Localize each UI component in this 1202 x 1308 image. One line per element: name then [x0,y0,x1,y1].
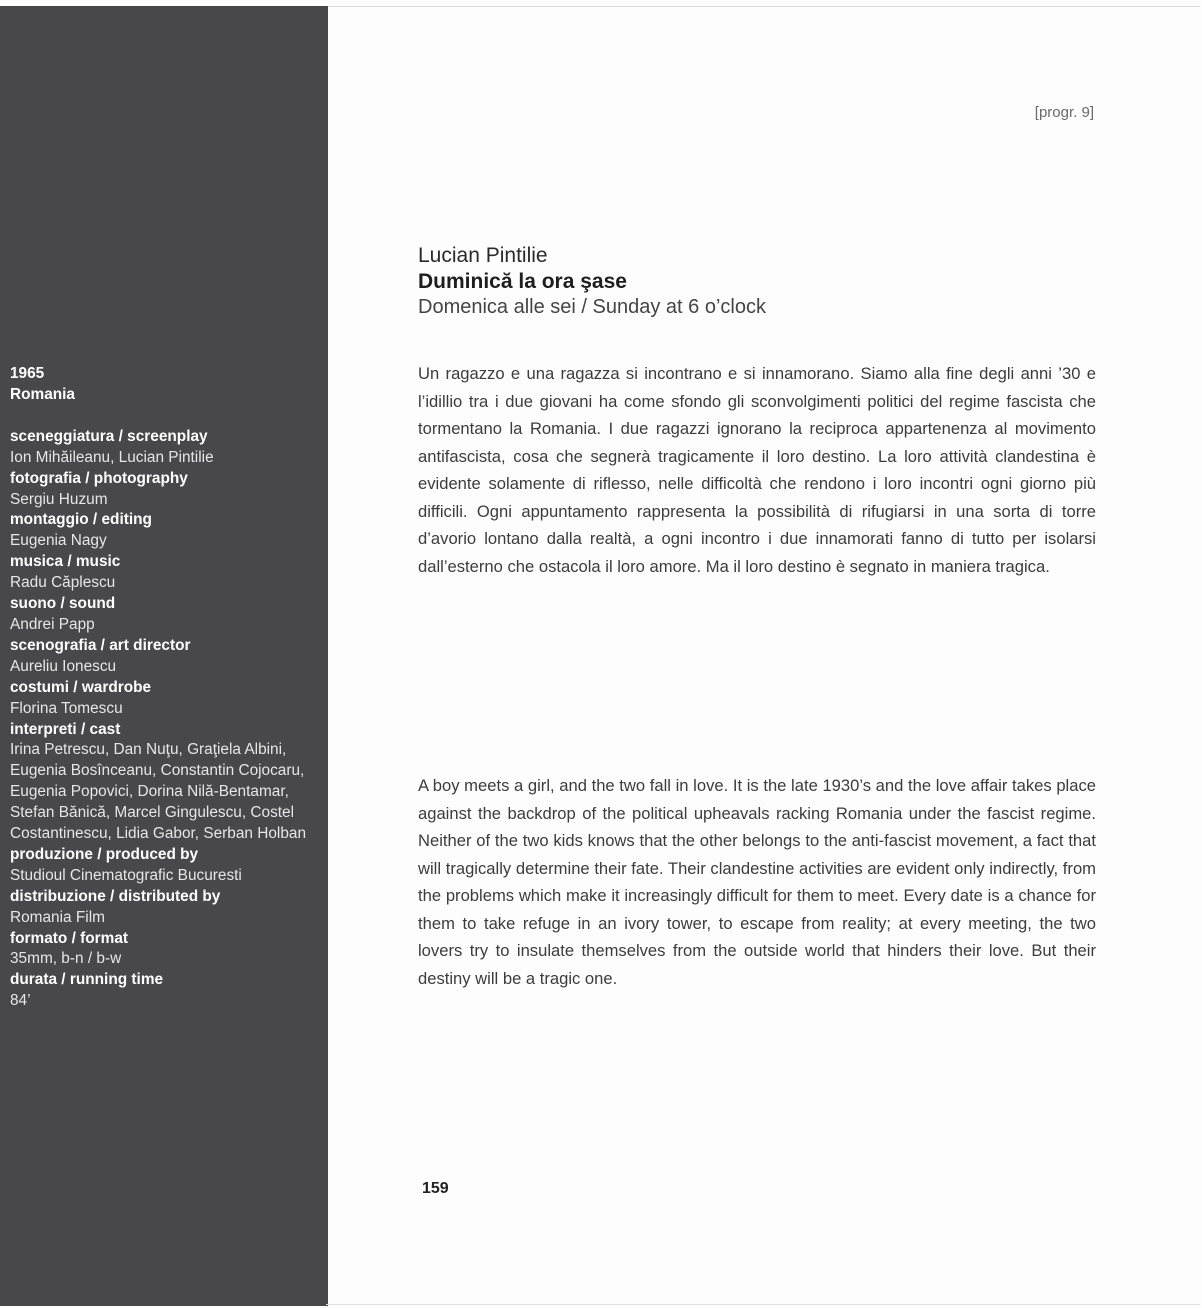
film-country: Romania [10,385,75,403]
credit-label-running-time: durata / running time [10,971,164,989]
credit-value-running-time: 84’ [10,992,31,1010]
credit-label-wardrobe: costumi / wardrobe [10,678,152,696]
credits-list [10,364,322,1012]
credit-value-distributed-by: Romania Film [10,908,105,926]
credit-value-screenplay: Ion Mihăileanu, Lucian Pintilie [10,448,214,466]
credit-label-music: musica / music [10,553,121,571]
credit-value-art-director: Aureliu Ionescu [10,657,117,675]
credit-value-format: 35mm, b-n / b-w [10,950,122,968]
spacer [10,406,322,427]
film-subtitle: Domenica alle sei / Sunday at 6 o’clock [418,296,766,318]
credit-label-sound: suono / sound [10,595,116,613]
page-number: 159 [422,1180,449,1197]
credit-value-cast: Irina Petrescu, Dan Nuţu, Graţiela Albini, Eugenia Bosînceanu, Constantin Cojocaru, Eugenia Popovici, Dorina Nilă-Bentamar, Stefan Bănică, Marcel Gingulescu, Costel Costantinescu, Lidia Gabor, Serban Holban [10,741,307,843]
credit-label-editing: montaggio / editing [10,511,152,529]
credit-value-music: Radu Căplescu [10,574,116,592]
credit-value-editing: Eugenia Nagy [10,532,107,550]
bottom-rule [326,1304,1200,1305]
credit-label-distributed-by: distribuzione / distributed by [10,887,221,905]
synopsis-italian: Un ragazzo e una ragazza si incontrano e si innamorano. Siamo alla fine degli anni ’30 e l’idillio tra i due giovani ha come sfondo gli sconvolgimenti politici del regime fascista che tormentano la Romania. I due ragazzi ignorano la reciproca appartenenza al movimento antifascista, cosa che segnerà tragicamente il loro destino. La loro attività clandestina è evidente solamente di riflesso, nelle difficoltà che rendono i loro incontri ogni giorno più difficili. Ogni appuntamento rappresenta la possibilità di rifugiarsi in una sorta di torre d’avorio lontano dalla realtà, a ogni incontro i due innamorati fanno di tutto per isolarsi dall’esterno che ostacola il loro amore. Ma il loro destino è segnato in maniera tragica. [418,364,1096,576]
credit-value-wardrobe: Florina Tomescu [10,699,123,717]
credit-label-photography: fotografia / photography [10,469,188,487]
film-header [418,243,766,320]
synopsis-english: A boy meets a girl, and the two fall in love. It is the late 1930’s and the love affair takes place against the backdrop of the political upheavals racking Romania under the fascist regime. Neither of the two kids knows that the other belongs to the anti-fascist movement, a fact that will tragically determine their fate. Their clandestine activities are evident only indirectly, from the problems which make it increasingly difficult for them to meet. Every date is a chance for them to take refuge in an ivory tower, to escape from reality; at every meeting, the two lovers try to insulate themselves from the outside world that hinders their love. But their destiny will be a tragic one. [418,776,1096,988]
credit-label-art-director: scenografia / art director [10,636,191,654]
credit-value-produced-by: Studioul Cinematografic Bucuresti [10,866,242,884]
film-year: 1965 [10,365,45,382]
top-rule [326,6,1200,7]
credits-sidebar [0,6,328,1306]
program-tag: [progr. 9] [1034,104,1094,121]
credit-value-photography: Sergiu Huzum [10,490,108,508]
director-name: Lucian Pintilie [418,244,548,267]
credit-label-produced-by: produzione / produced by [10,845,199,863]
credit-label-screenplay: sceneggiatura / screenplay [10,427,208,445]
film-title: Duminică la ora şase [418,270,627,293]
credit-label-format: formato / format [10,929,128,947]
credit-value-sound: Andrei Papp [10,615,95,633]
credit-label-cast: interpreti / cast [10,720,121,738]
